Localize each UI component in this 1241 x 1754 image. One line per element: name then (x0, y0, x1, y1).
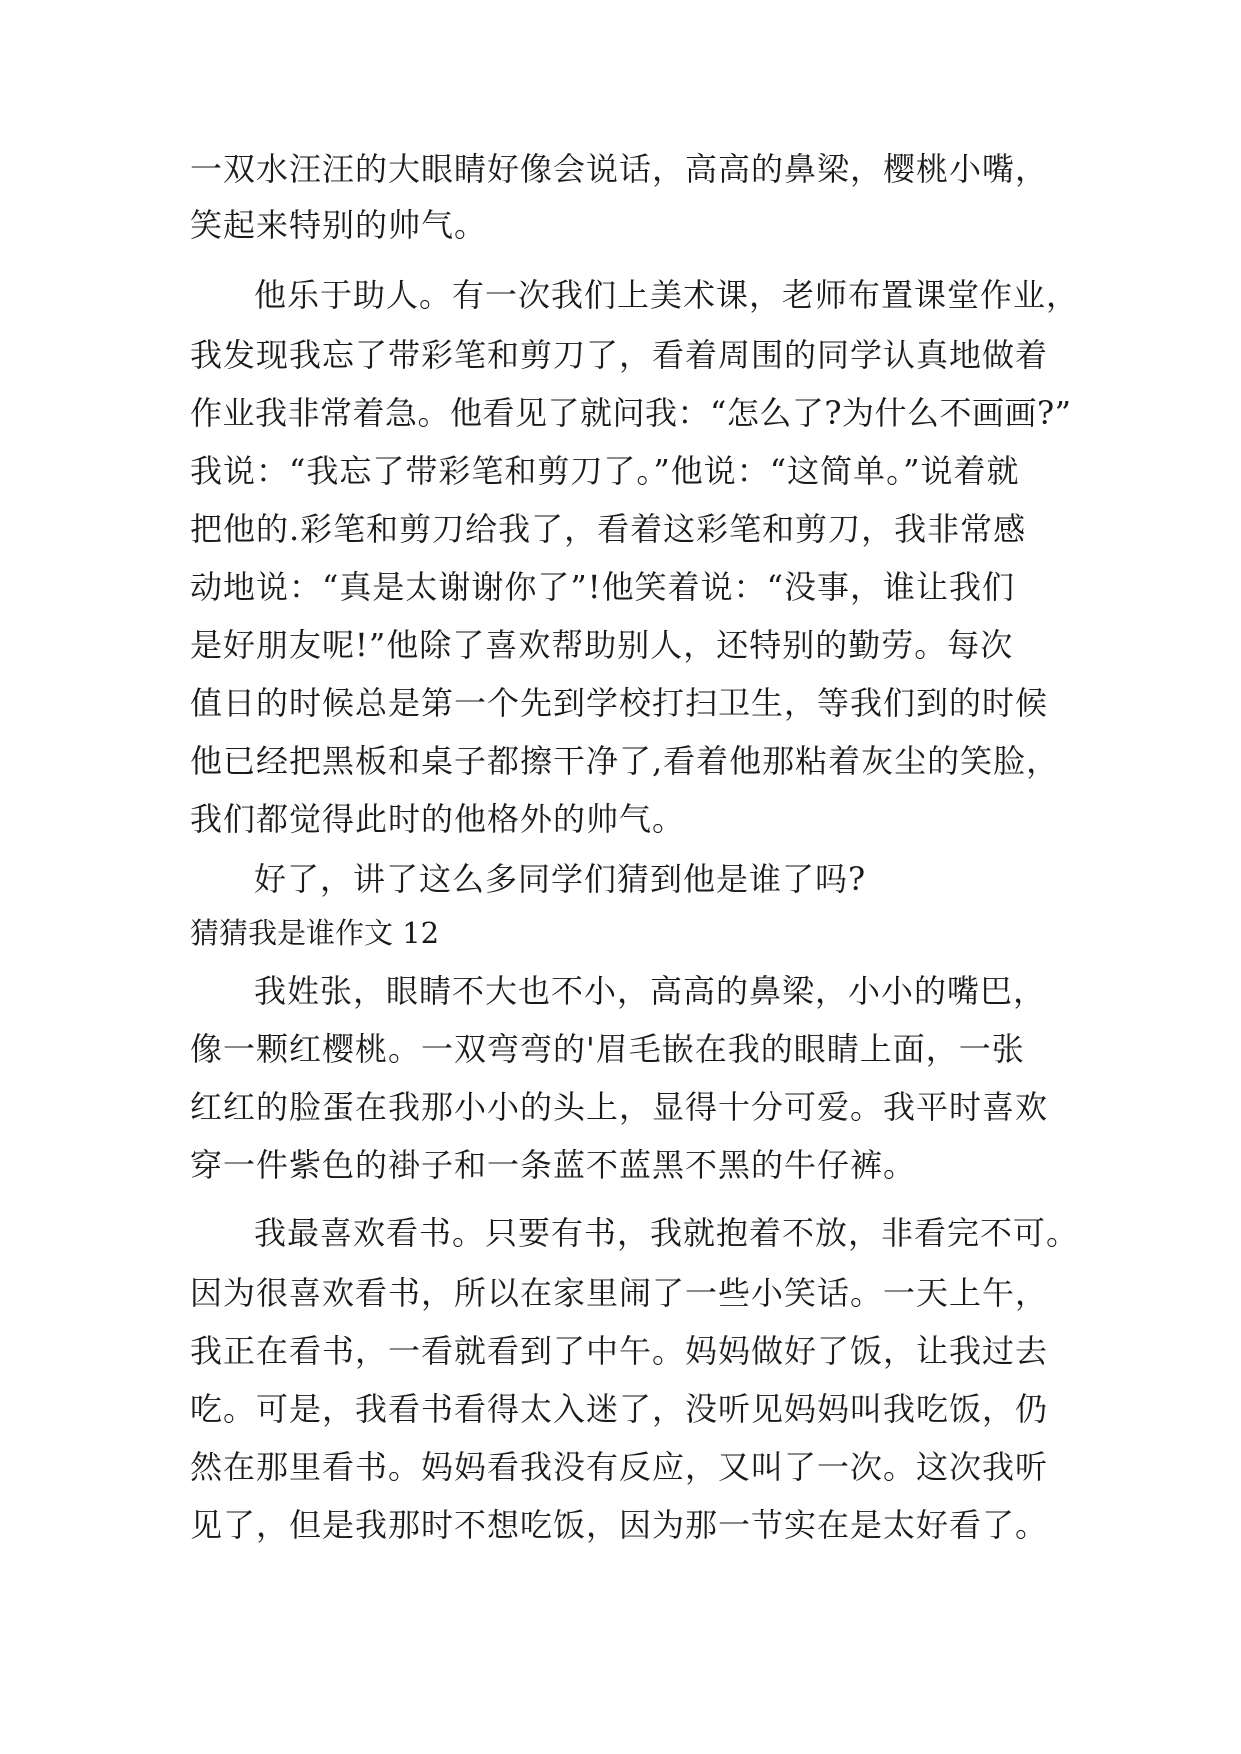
text-line: 值日的时候总是第一个先到学校打扫卫生，等我们到的时候 (190, 684, 1049, 722)
text-line: 像一颗红樱桃。一双弯弯的'眉毛嵌在我的眼睛上面，一张 (190, 1030, 1025, 1068)
text-line: 他已经把黑板和桌子都擦干净了,看着他那粘着灰尘的笑脸， (190, 742, 1060, 780)
text-line: 我说：“我忘了带彩笔和剪刀了。”他说：“这简单。”说着就 (190, 452, 1020, 490)
text-line: 是好朋友呢!”他除了喜欢帮助别人，还特别的勤劳。每次 (190, 626, 1014, 664)
text-line: 好了，讲了这么多同学们猜到他是谁了吗? (254, 860, 867, 898)
text-line: 作业我非常着急。他看见了就问我：“怎么了?为什么不画画?” (190, 394, 1072, 432)
text-line: 红红的脸蛋在我那小小的头上，显得十分可爱。我平时喜欢 (190, 1088, 1049, 1126)
text-line: 我们都觉得此时的他格外的帅气。 (190, 800, 686, 838)
text-line: 我最喜欢看书。只要有书，我就抱着不放，非看完不可。 (254, 1214, 1080, 1252)
text-line: 我姓张，眼睛不大也不小，高高的鼻梁，小小的嘴巴， (254, 972, 1047, 1010)
text-line: 因为很喜欢看书，所以在家里闹了一些小笑话。一天上午， (190, 1274, 1049, 1312)
text-line: 动地说：“真是太谢谢你了”!他笑着说：“没事，谁让我们 (190, 568, 1015, 606)
text-line: 见了，但是我那时不想吃饭，因为那一节实在是太好看了。 (190, 1506, 1049, 1544)
text-line: 他乐于助人。有一次我们上美术课，老师布置课堂作业， (254, 276, 1080, 314)
text-line: 穿一件紫色的褂子和一条蓝不蓝黑不黑的牛仔裤。 (190, 1146, 917, 1184)
section-heading: 猜猜我是谁作文 12 (190, 916, 440, 950)
text-line: 我发现我忘了带彩笔和剪刀了，看着周围的同学认真地做着 (190, 336, 1049, 374)
text-line: 吃。可是，我看书看得太入迷了，没听见妈妈叫我吃饭，仍 (190, 1390, 1049, 1428)
text-line: 一双水汪汪的大眼睛好像会说话，高高的鼻梁，樱桃小嘴， (190, 150, 1049, 188)
text-line: 笑起来特别的帅气。 (190, 206, 488, 244)
text-line: 然在那里看书。妈妈看我没有反应，又叫了一次。这次我听 (190, 1448, 1049, 1486)
text-line: 把他的.彩笔和剪刀给我了，看着这彩笔和剪刀，我非常感 (190, 510, 1027, 548)
text-line: 我正在看书，一看就看到了中午。妈妈做好了饭，让我过去 (190, 1332, 1049, 1370)
